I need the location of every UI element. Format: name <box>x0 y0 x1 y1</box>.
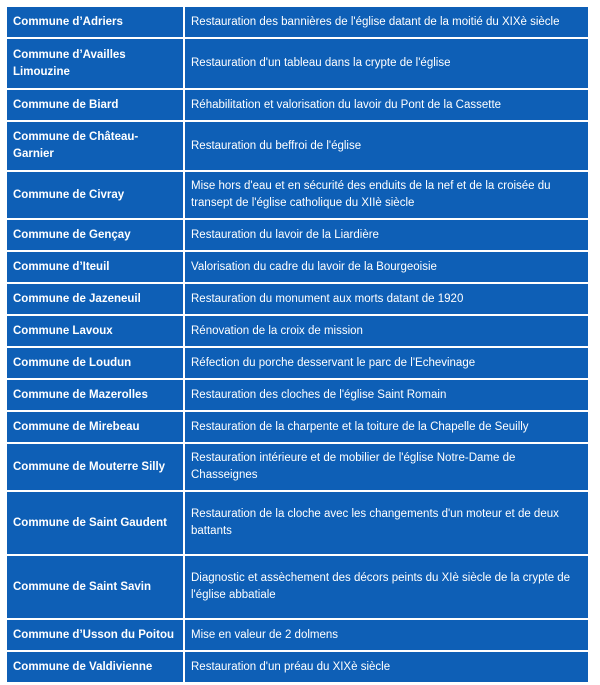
commune-cell: Commune de Mazerolles <box>7 380 183 410</box>
project-cell: Restauration du monument aux morts datant de 1920 <box>185 284 588 314</box>
table-row <box>7 7 588 37</box>
commune-cell: Commune d’Iteuil <box>7 252 183 282</box>
table-row <box>7 284 588 314</box>
commune-cell: Commune de Biard <box>7 90 183 120</box>
table-row <box>7 172 588 218</box>
project-cell: Restauration de la cloche avec les changements d'un moteur et de deux battants <box>185 492 588 554</box>
table-row <box>7 444 588 490</box>
table-row <box>7 316 588 346</box>
commune-cell: Commune Lavoux <box>7 316 183 346</box>
project-cell: Restauration d'un préau du XIXè siècle <box>185 652 588 682</box>
table-row <box>7 380 588 410</box>
table-row <box>7 652 588 682</box>
table-row <box>7 556 588 618</box>
commune-cell: Commune de Jazeneuil <box>7 284 183 314</box>
table-row <box>7 348 588 378</box>
project-cell: Diagnostic et assèchement des décors peints du XIè siècle de la crypte de l'église abbatiale <box>185 556 588 618</box>
commune-cell: Commune de Valdivienne <box>7 652 183 682</box>
project-cell: Rénovation de la croix de mission <box>185 316 588 346</box>
table-row <box>7 492 588 554</box>
table-row <box>7 220 588 250</box>
project-cell: Restauration du lavoir de la Liardière <box>185 220 588 250</box>
commune-cell: Commune d’Availles Limouzine <box>7 39 183 88</box>
table-row <box>7 122 588 170</box>
commune-cell: Commune de Mouterre Silly <box>7 444 183 490</box>
project-cell: Mise en valeur de 2 dolmens <box>185 620 588 650</box>
commune-cell: Commune de Mirebeau <box>7 412 183 442</box>
project-cell: Mise hors d'eau et en sécurité des enduits de la nef et de la croisée du transept de l'église catholique du XIIè siècle <box>185 172 588 218</box>
grants-table-container <box>5 5 590 684</box>
project-cell: Réhabilitation et valorisation du lavoir du Pont de la Cassette <box>185 90 588 120</box>
commune-cell: Commune de Gençay <box>7 220 183 250</box>
project-cell: Restauration de la charpente et la toiture de la Chapelle de Seuilly <box>185 412 588 442</box>
table-row <box>7 90 588 120</box>
commune-cell: Commune d’Usson du Poitou <box>7 620 183 650</box>
table-row <box>7 252 588 282</box>
project-cell: Restauration des cloches de l'église Saint Romain <box>185 380 588 410</box>
commune-cell: Commune de Château-Garnier <box>7 122 183 170</box>
commune-cell: Commune de Saint Gaudent <box>7 492 183 554</box>
project-cell: Restauration des bannières de l'église datant de la moitié du XIXè siècle <box>185 7 588 37</box>
project-cell: Restauration d'un tableau dans la crypte de l'église <box>185 39 588 88</box>
commune-cell: Commune d’Adriers <box>7 7 183 37</box>
project-cell: Valorisation du cadre du lavoir de la Bourgeoisie <box>185 252 588 282</box>
commune-cell: Commune de Saint Savin <box>7 556 183 618</box>
table-row <box>7 620 588 650</box>
table-row <box>7 412 588 442</box>
commune-cell: Commune de Civray <box>7 172 183 218</box>
grants-table <box>5 5 590 684</box>
commune-cell: Commune de Loudun <box>7 348 183 378</box>
project-cell: Réfection du porche desservant le parc de l'Echevinage <box>185 348 588 378</box>
table-row <box>7 39 588 88</box>
project-cell: Restauration du beffroi de l'église <box>185 122 588 170</box>
project-cell: Restauration intérieure et de mobilier de l'église Notre-Dame de Chasseignes <box>185 444 588 490</box>
